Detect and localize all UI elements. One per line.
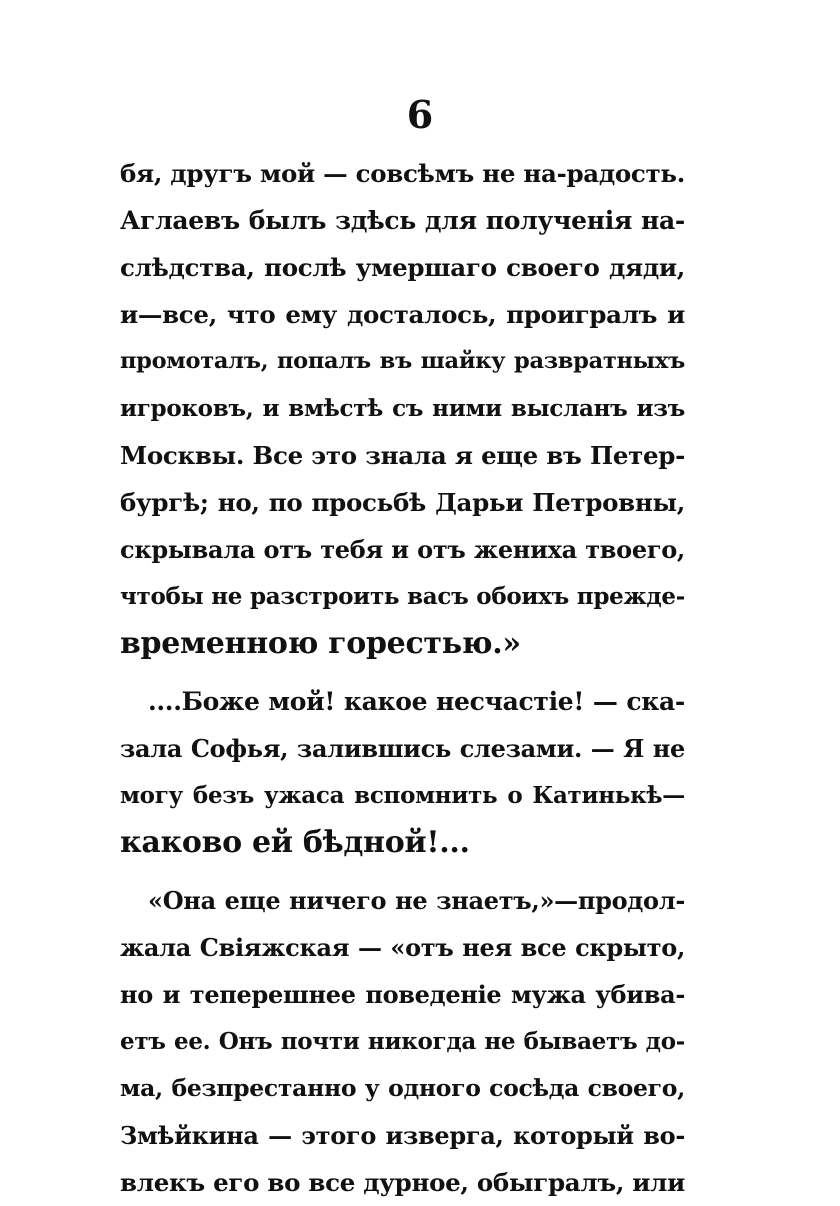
text-line: слѣдства, послѣ умершаго своего дяди, (120, 253, 685, 282)
text-line: но и теперешнее поведеніе мужа убива- (120, 980, 685, 1009)
paragraph-spacer (120, 667, 685, 678)
text-line: зала Софья, залившись слезами. — Я не (120, 734, 685, 763)
text-line: бя, другъ мой — совсѣмъ не на-радость. (120, 159, 685, 188)
text-line: «Она еще ничего не знаетъ,»—продол- (148, 886, 685, 915)
text-line: промоталъ, попалъ въ шайку развратныхъ (120, 348, 685, 374)
text-line: скрывала отъ тебя и отъ жениха твоего, (120, 535, 685, 564)
text-line: бургѣ; но, по просьбѣ Дарьи Петровны, (120, 488, 685, 517)
text-line: чтобы не разстроить васъ обоихъ прежде- (120, 583, 685, 610)
text-line: могу безъ ужаса вспомнить о Катинькѣ— (120, 782, 685, 809)
paragraph (120, 150, 685, 667)
text-line: ма, безпрестанно у одного сосѣда своего, (120, 1074, 685, 1102)
paragraph (120, 678, 685, 866)
text-line: жала Свіяжская — «отъ нея все скрыто, (120, 933, 685, 962)
text-line: временною горестью.» (120, 626, 521, 661)
text-body (120, 150, 685, 1206)
paragraph-spacer (120, 866, 685, 877)
text-line: влекъ его во все дурное, обыгралъ, или (120, 1168, 685, 1197)
text-line: Москвы. Все это знала я еще въ Петер- (120, 441, 685, 470)
text-line: ....Боже мой! какое несчастіе! — ска- (148, 687, 685, 716)
text-line: Аглаевъ былъ здѣсь для полученія на- (120, 206, 685, 235)
page-number: 6 (406, 92, 434, 137)
text-line: Змѣйкина — этого изверга, который во- (120, 1121, 685, 1150)
text-line: каково ей бѣдной!... (120, 825, 470, 860)
text-line: игроковъ, и вмѣстѣ съ ними высланъ изъ (120, 395, 685, 422)
paragraph (120, 877, 685, 1206)
text-line: и—все, что ему досталось, проигралъ и (120, 300, 685, 329)
text-line: етъ ее. Онъ почти никогда не бываетъ до- (120, 1028, 685, 1055)
